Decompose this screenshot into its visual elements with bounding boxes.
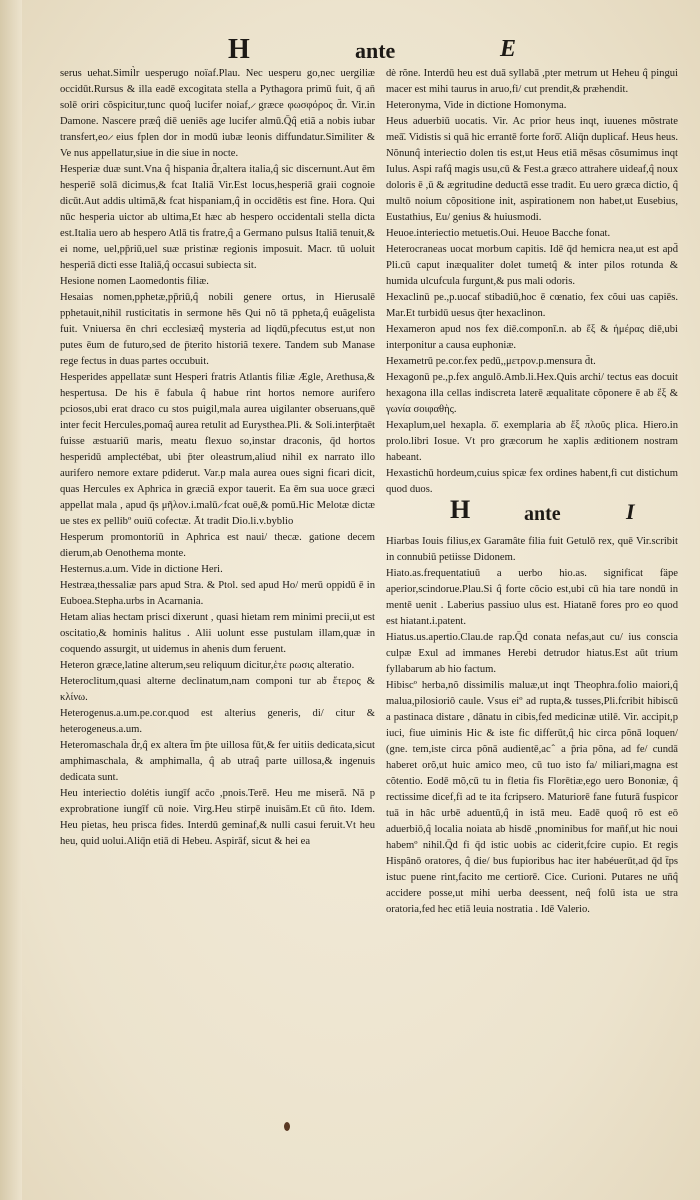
entry: Hexagonū pe.,p.fex angulō.Amb.li.Hex.Quis archi/ tectus eas docuit hexagona illa cellas indiscreta laterē æqualitate cõponere ē ab ἕξ & γωνία σοιφαθὴς.	[386, 372, 678, 415]
section-header	[386, 495, 678, 532]
entry: Hexaplum,uel hexapla. ō̄. exemplaria ab ἕξ πλοῦς plica. Hiero.in prolo.libri Iosue. Vt pro græcorum he xaplis æditionem nostram habeant.	[386, 420, 678, 463]
entry: Hesperiæ duæ sunt.Vna q̂ hispania d̄r,altera italia,q̂ sic discernunt.Aut ēm hesperiē solā dicimus,& fcat Italiā Vir.Est locus,hesperiā graii cognoie dicūt.Aut addis ultimā,& fcat hispaniam,q̂ in occidētis est fine. Hora. Qui nūc hesperia uictor ab ultima,Et hæc ab hespero occidentali stella dicta est.Italia uero ab hespero Atlā tis fratre,q̂ a Germano pulsus Italiā tenuit,& ei nome, uel,pp̄riū,uel suæ pristinæ regionis imposuit. Macr. tū uoluit hesperiā dicti esse Italiā,q̂ occasui subiecta sit.	[60, 164, 375, 271]
entry: Heteronyma, Vide in dictione Homonyma.	[386, 100, 567, 111]
entry: Hexaclinū pe.,p.uocaf stibadiū,hoc ē cœnatio, fex cõui uas capiēs. Mar.Et turbidū uesus q̄ter hexaclinon.	[386, 292, 678, 319]
entry: Hexastichū hordeum,cuius spicæ fex ordines habent,fi cut distichum quod duos.	[386, 468, 678, 495]
page-gutter-shadow	[0, 0, 22, 1200]
section-word: ante	[524, 503, 561, 525]
entry: Hexametrū pe.cor.fex pedū,,μετρον.p.mensura d̄t.	[386, 356, 596, 367]
entry: Heterogenus.a.um.pe.cor.quod est alterius generis, di/ citur & heterogeneus.a.um.	[60, 708, 375, 735]
entry: Heuoe.interiectio metuetis.Oui. Heuoe Bacche fonat.	[386, 228, 611, 239]
entry: Heu interiectio dolétis iungīf acc̄o ,pnois.Terē. Heu me miserā. Nā p exprobratione iungīf cū noie. Virg.Heu stirpē inuisām.Et cū n̄to. Idem. Heu pietas, heu prisca fides. Interdū geminaf,& nulli casui feruit.Vt heu heu, quid uolui.Aliq̄n etiā di Hebeu. Aspirāf, sicut & hei ea	[60, 788, 375, 847]
entry: Heteromaschala d̄r,q̂ ex altera t̄m p̄te uillosa fūt,& fer uitiis dedicata,sicut amphimaschala, & amphimalla, q̂ ab utraq̂ parte uillosa,& ingenuis dedicata sunt.	[60, 740, 375, 783]
ink-blot-mark	[284, 1122, 290, 1131]
entry: Hibiscº herba,nõ dissimilis maluæ,ut inqt Theophra.folio maiori,q̂ malua,pilosioriô caule. Vsus eiº ad rupta,& tusses,Pli.fcribit hibiscū a pastinaca distare , dânatu in cibis,fed medicinæ utilē. Vir. accipit,p iuci, fiue uiminis Hic & iste fic differūt,q̂ hic circa põnā loquen/ (gne. tem,iste circa põnā audientē,ac ̂ a p̄ria põna, ad fe/ cundā haberet orõ,ut huic amico meo, cū tuo isto fa/ miliari,magna est cõtentio. Eodē mõ,cū tu in fletia fis Florētiæ,ego uero Bononiæ, q̂ rectissime dicef,fi ad te ita fcripsero. Maturiorē fane futurā fuspicor tuā in hâc urbē aduentū,q̂ in istā meu. Eadē quoq̂ rõ est eō aduerbiō,q̂ localia noiata ab hisdē ,pnominibus for man̄f,ut hic noui habemº nihil.Q̄d fi q̄d istic uobis ac ciderit,fcire cupio. Et regis Hispânō oratores, q̂ die/ bus fupioribus hac iter habéuerūt,ad q̄d t̄ps istuc puene rint,facito me certiorē. Cice. Curioni. Putares ne un̄q̂ accidere posse,ut mihi uerba deessent, neq̂ folū ista ue stra oratoria,fed hec etiā leuia nostratia . Idē Valerio.	[386, 680, 678, 915]
entry: Hestræa,thessaliæ pars apud Stra. & Ptol. sed apud Ho/ merū oppidū ē in Euboea.Stepha.urbs in Acarnania.	[60, 580, 375, 607]
entry: Heterocraneas uocat morbum capitis. Idē q̄d hemicra nea,ut est apd̄ Pli.cū caput inæqualiter dolet tumetq̂ & inter pilos rotunda & humida ulcufcula furgunt,& pus mali odoris.	[386, 244, 678, 287]
section-letter: I	[626, 499, 635, 524]
entry: Hesione nomen Laomedontis filiæ.	[60, 276, 209, 287]
entry: Hesperides appellatæ sunt Hesperi fratris Atlantis filiæ Ægle, Arethusa,& hespertusa. De his ē fabula q̂ habue rint hortos nemore aurifero pciosos,ubi erat draco cu stos puigil,mala aurea uigilanter obseruans,quē inter fecit Hercules,pomaq̂ aurea retulit ad Eurysthea.Pli. & Soli.interp̄taēt fuisse æstuariū maris, meatu flexuo so,instar draconis, q̄d hortos hesperidū amplectébat, ubi p̄ter oleastrum,aliud nihil ex narrato illo aurifero nemore extare pdiderut. Var.p mala aurea oues signi ficari dicit, quas Hercules ex Aphrica in græciã expor tauerit. Ea ēm sua uoce græci appellat mala , apud q̄s μῆλον.i.malū ̷ fcat ouē,& pomū.Hic Melotæ dictæ ue stes ex pellibº ouiū cofectæ. Āt tradit Dio.li.v.byblio	[60, 372, 375, 527]
entry: Heus aduerbiū uocatis. Vir. Ac prior heus inqt, iuuenes mõstrate meā̄. Vidistis si quā hic errantē forte forō̄. Aliq̄n duplicaf. Heus heus. Nõnunq̂ interiectio dolen tis est,ut Heus etiā mēsas cõsumimus inqt Iulus. Aspi rafq̂ magis usu,cū & Fest.a græco attrahere uideaf,q̂ noux doloris ē ,ū & ægritudine deductā esse tradit. Eu uero græca dictio, q̂ multō noium cõpositione init, aspirationem non habet,ut Eusebius, Eustathius, Eu/ genius & huiusmodi.	[386, 116, 678, 223]
entry: Hesperum promontoriū in Aphrica est naui/ thecæ. gatione decem dierum,ab Oenothema monte.	[60, 532, 375, 559]
entry: serus uehat.Simil̀r uesperugo noïaf.Plau. Nec uesperu go,nec uergiliæ occidūt.Rursus & illa eadē excogitata stella a Pythagora primū fuit, q̄ an̄ solē oriri cõspicitur,tunc quoq̂ lucifer noiaf, ̷ græce φωσφόρος d̄r. Vir.in Damone. Nascere præq̂ diē ueniēs age lucifer almū.Q̄q̂ etiã a nobis iubar transfert,eo ̷ eius fplen dor in modū iubæ leonis diffundatur.Similiter & Ve nus appellatur,siue in die siue in nocte.	[60, 68, 375, 159]
entry: Hetam alias hectam prisci dixerunt , quasi hietam rem minimi precii,ut est oscitatio,& hominis halitus . Alii uolunt esse pustulam illam,quæ in coquendo assurgit, ut uidemus in ahenis dum feruent.	[60, 612, 375, 655]
header-letter: E	[500, 36, 517, 62]
header-initial: H	[228, 34, 248, 65]
entry: Hiatus.us.apertio.Clau.de rap.Q̄d conata nefas,aut cu/ ius conscia culpæ Exul ad immanes Herebi detrudor hiatus.Est aūt trium fyllabarum ab hio factum.	[386, 632, 678, 675]
header-word: ante	[355, 38, 396, 63]
entry: Heteron græce,latine alterum,seu reliquum dicitur,ἑτε ρωσις alteratio.	[60, 660, 355, 671]
running-header	[0, 34, 700, 64]
entry: Hiarbas Iouis filius,ex Garamâte filia fuit Getulō rex, quē Vir.scribit in connubiū petiisse Didonem.	[386, 536, 678, 563]
right-column	[386, 66, 678, 918]
left-column	[60, 66, 375, 850]
entry: Hesternus.a.um. Vide in dictione Heri.	[60, 564, 223, 575]
entry: Hiato.as.frequentatiuū a uerbo hio.as. significat fäpe aperior,scindorue.Plau.Si q̂ forte cõcio est,ubi cū hia tare nondū in mentē uenit . Laberius passiuo ulus est. Hiatanē fores pro eo quod est hiatant.i.patent.	[386, 568, 678, 627]
entry: dè rõne. Interdū heu est duā syllabā ,pter metrum ut Heheu q̂ pingui macer est mihi taurus in aruo,fi/ cut prendit,& præhendit.	[386, 68, 678, 95]
entry: Heteroclitum,quasi alterne declinatum,nam componi tur ab ἕτερος & κλίνω.	[60, 676, 375, 703]
section-initial: H	[450, 495, 469, 524]
entry: Hesaias nomen,pphetæ,pp̄riū,q̂ nobili genere ortus, in Hierusalē pphetauit,nihil rusticitatis in sermone hēs Qui nõ tā ppheta,q̂ euãgelista fuit. Vniuersa ēn chri ecclesiæq̂ mysteria ad liqdū,pfecutus est,ut non putes ēum de futuro,sed de p̄terito historiã texere. Tandem sub Manase rege fectus in duas partes occubuit.	[60, 292, 375, 367]
entry: Hexameron apud nos fex diē.componī.n. ab ἕξ & ἡμέρας diē,ubi interponitur a causa euphoniæ.	[386, 324, 678, 351]
